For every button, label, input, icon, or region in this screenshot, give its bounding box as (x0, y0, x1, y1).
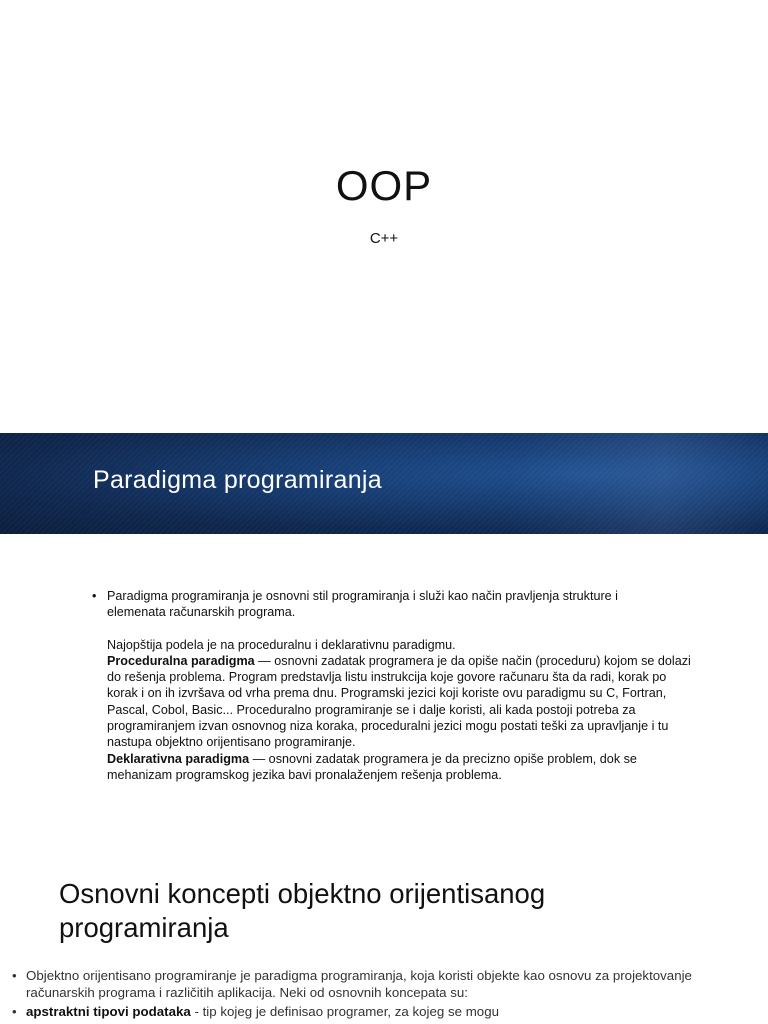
procedural-label: Proceduralna paradigma (107, 653, 255, 668)
list-item (12, 1003, 712, 1020)
bullet-marker: • (92, 589, 97, 603)
slide-title-subtitle: C++ (369, 230, 399, 247)
bullet-marker: • (12, 968, 17, 983)
concept-list (12, 967, 712, 1022)
heading-line-1: Osnovni koncepti objektno orijentisanog (59, 878, 546, 909)
banner-title: Paradigma programiranja (93, 466, 382, 494)
slide-oop-concepts (0, 855, 768, 1024)
slide-body (92, 588, 692, 783)
procedural-paragraph (107, 653, 692, 751)
list-item-label: apstraktni tipovi podataka (26, 1004, 191, 1019)
list-item-text: - tip kojeg je definisao programer, za kojeg se mogu (190, 1004, 499, 1019)
declarative-text: — osnovni zadatak programera je da precizno opiše problem, dok se mehanizam programskog jezika bavi pronalaženjem rešenja problema. (107, 751, 637, 782)
declarative-label: Deklarativna paradigma (107, 751, 250, 766)
slide-title-heading: OOP (335, 162, 433, 209)
intro-line-2: elemenata računarskih programa. (107, 605, 296, 620)
slide-heading (59, 877, 739, 945)
list-item (12, 967, 712, 1001)
declarative-paragraph (107, 751, 692, 784)
intro-line-1: Paradigma programiranja je osnovni stil programiranja i služi kao način pravljenja strukture i (107, 589, 618, 603)
slide-paradigm (0, 433, 768, 818)
bullet-marker: • (12, 1004, 17, 1019)
slide-banner (0, 433, 768, 534)
procedural-text: — osnovni zadatak programera je da opiše način (proceduru) kojom se dolazi do rešenja problema. Program predstavlja listu instrukcija koje govore računaru šta da radi, korak po korak i on ih izvršava od vrha prema dnu. Programski jezici koji koriste ovu paradigmu su C, Fortran, Pascal, Cobol, Basic... Proceduralno programiranje se i dalje koristi, ali kada postoji potreba za programiranjem izvan osnovnog niza koraka, proceduralni jezici mogu postati teški za upravljanje i tu nastupa objektno orijentisano programiranje. (107, 653, 691, 750)
heading-line-2: programiranja (59, 912, 229, 943)
division-line: Najopštija podela je na proceduralnu i deklarativnu paradigmu. (107, 637, 456, 652)
list-item-text: Objektno orijentisano programiranje je paradigma programiranja, koja koristi objekte kao osnovu za projektovanje računarskih programa i različitih aplikacija. Neki od osnovnih koncepata su: (26, 968, 692, 1000)
slide-title (0, 0, 768, 432)
